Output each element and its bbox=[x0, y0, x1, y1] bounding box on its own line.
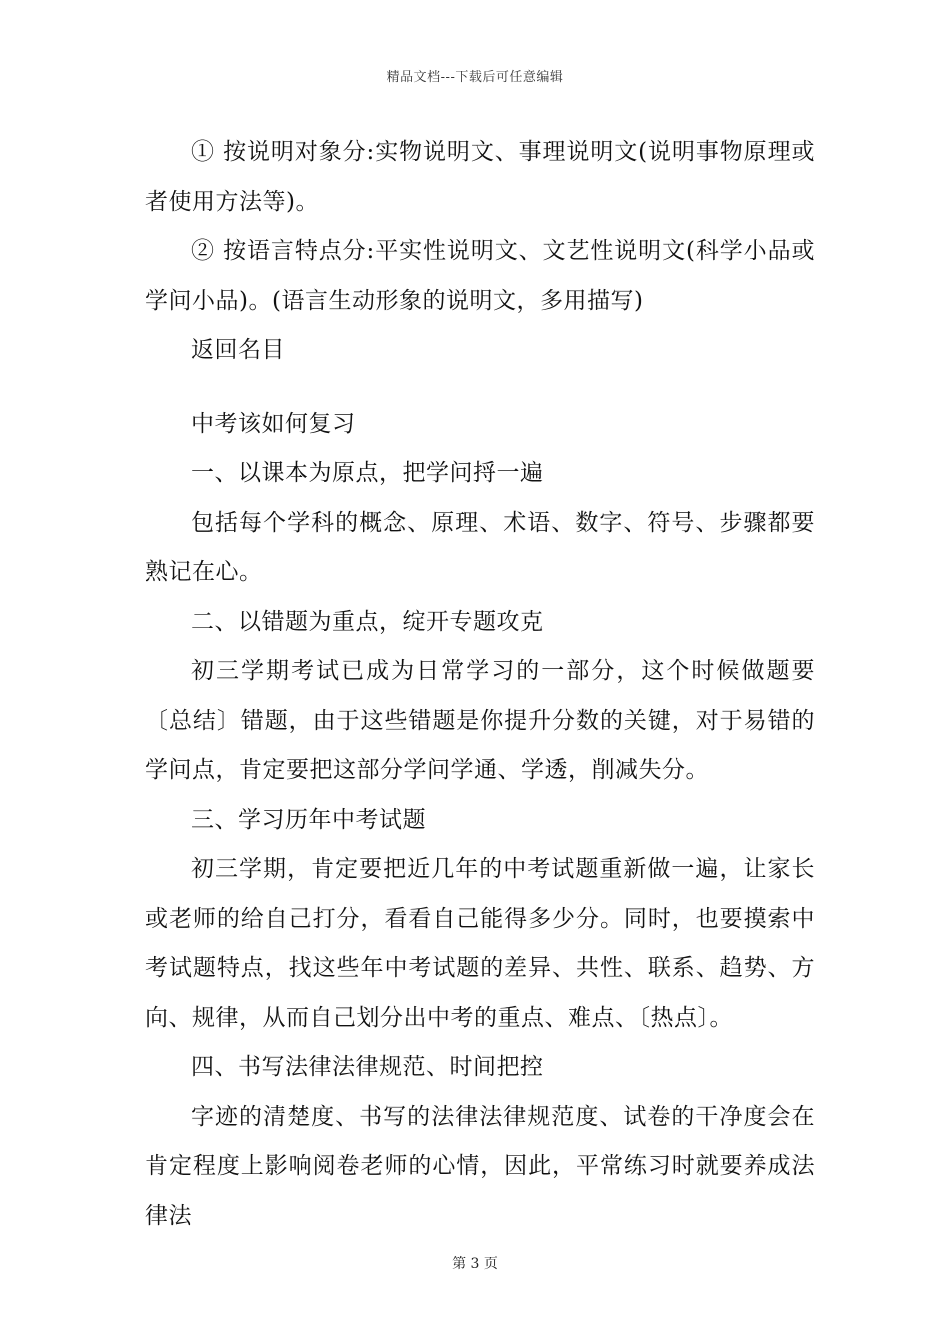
heading-one: 一、以课本为原点，把学问捋一遍 bbox=[191, 460, 544, 486]
heading-two: 二、以错题为重点，绽开专题攻克 bbox=[191, 608, 544, 635]
paragraph-three: 初三学期，肯定要把近几年的中考试题重新做一遍，让家长或老师的给自己打分，看看自己能得多少分。同时，也要摸索中考试题特点，找这些年中考试题的差异、共性、联系、趋势、方向、规律，从而自己划分出中考的重点、难点、〔热点〕。 bbox=[145, 856, 815, 1031]
paragraph-two: 初三学期考试已成为日常学习的一部分，这个时候做题要〔总结〕错题，由于这些错题是你提升分数的关键，对于易错的学问点，肯定要把这部分学问学通、学透，削减失分。 bbox=[145, 658, 815, 783]
paragraph-four: 字迹的清楚度、书写的法律法律规范度、试卷的干净度会在肯定程度上影响阅卷老师的心情，因此，平常练习时就要养成法律法 bbox=[145, 1103, 815, 1229]
page-header: 精品文档---下载后可任意编辑 bbox=[386, 70, 564, 85]
back-to-contents-link[interactable]: 返回名目 bbox=[191, 337, 285, 363]
paragraph-classify-by-language: ② 按语言特点分:平实性说明文、文艺性说明文(科学小品或学问小品)。(语言生动形象的说明文，多用描写) bbox=[145, 238, 815, 314]
section-gap bbox=[145, 376, 815, 400]
paragraph-classify-by-object: ① 按说明对象分:实物说明文、事理说明文(说明事物原理或者使用方法等)。 bbox=[145, 139, 815, 215]
paragraph-one: 包括每个学科的概念、原理、术语、数字、符号、步骤都要熟记在心。 bbox=[145, 509, 815, 585]
section-title: 中考该如何复习 bbox=[191, 410, 356, 437]
page-number: 第 3 页 bbox=[452, 1256, 498, 1272]
heading-three: 三、学习历年中考试题 bbox=[191, 806, 426, 833]
heading-four: 四、书写法律法律规范、时间把控 bbox=[191, 1054, 544, 1080]
document-body bbox=[145, 128, 815, 1241]
